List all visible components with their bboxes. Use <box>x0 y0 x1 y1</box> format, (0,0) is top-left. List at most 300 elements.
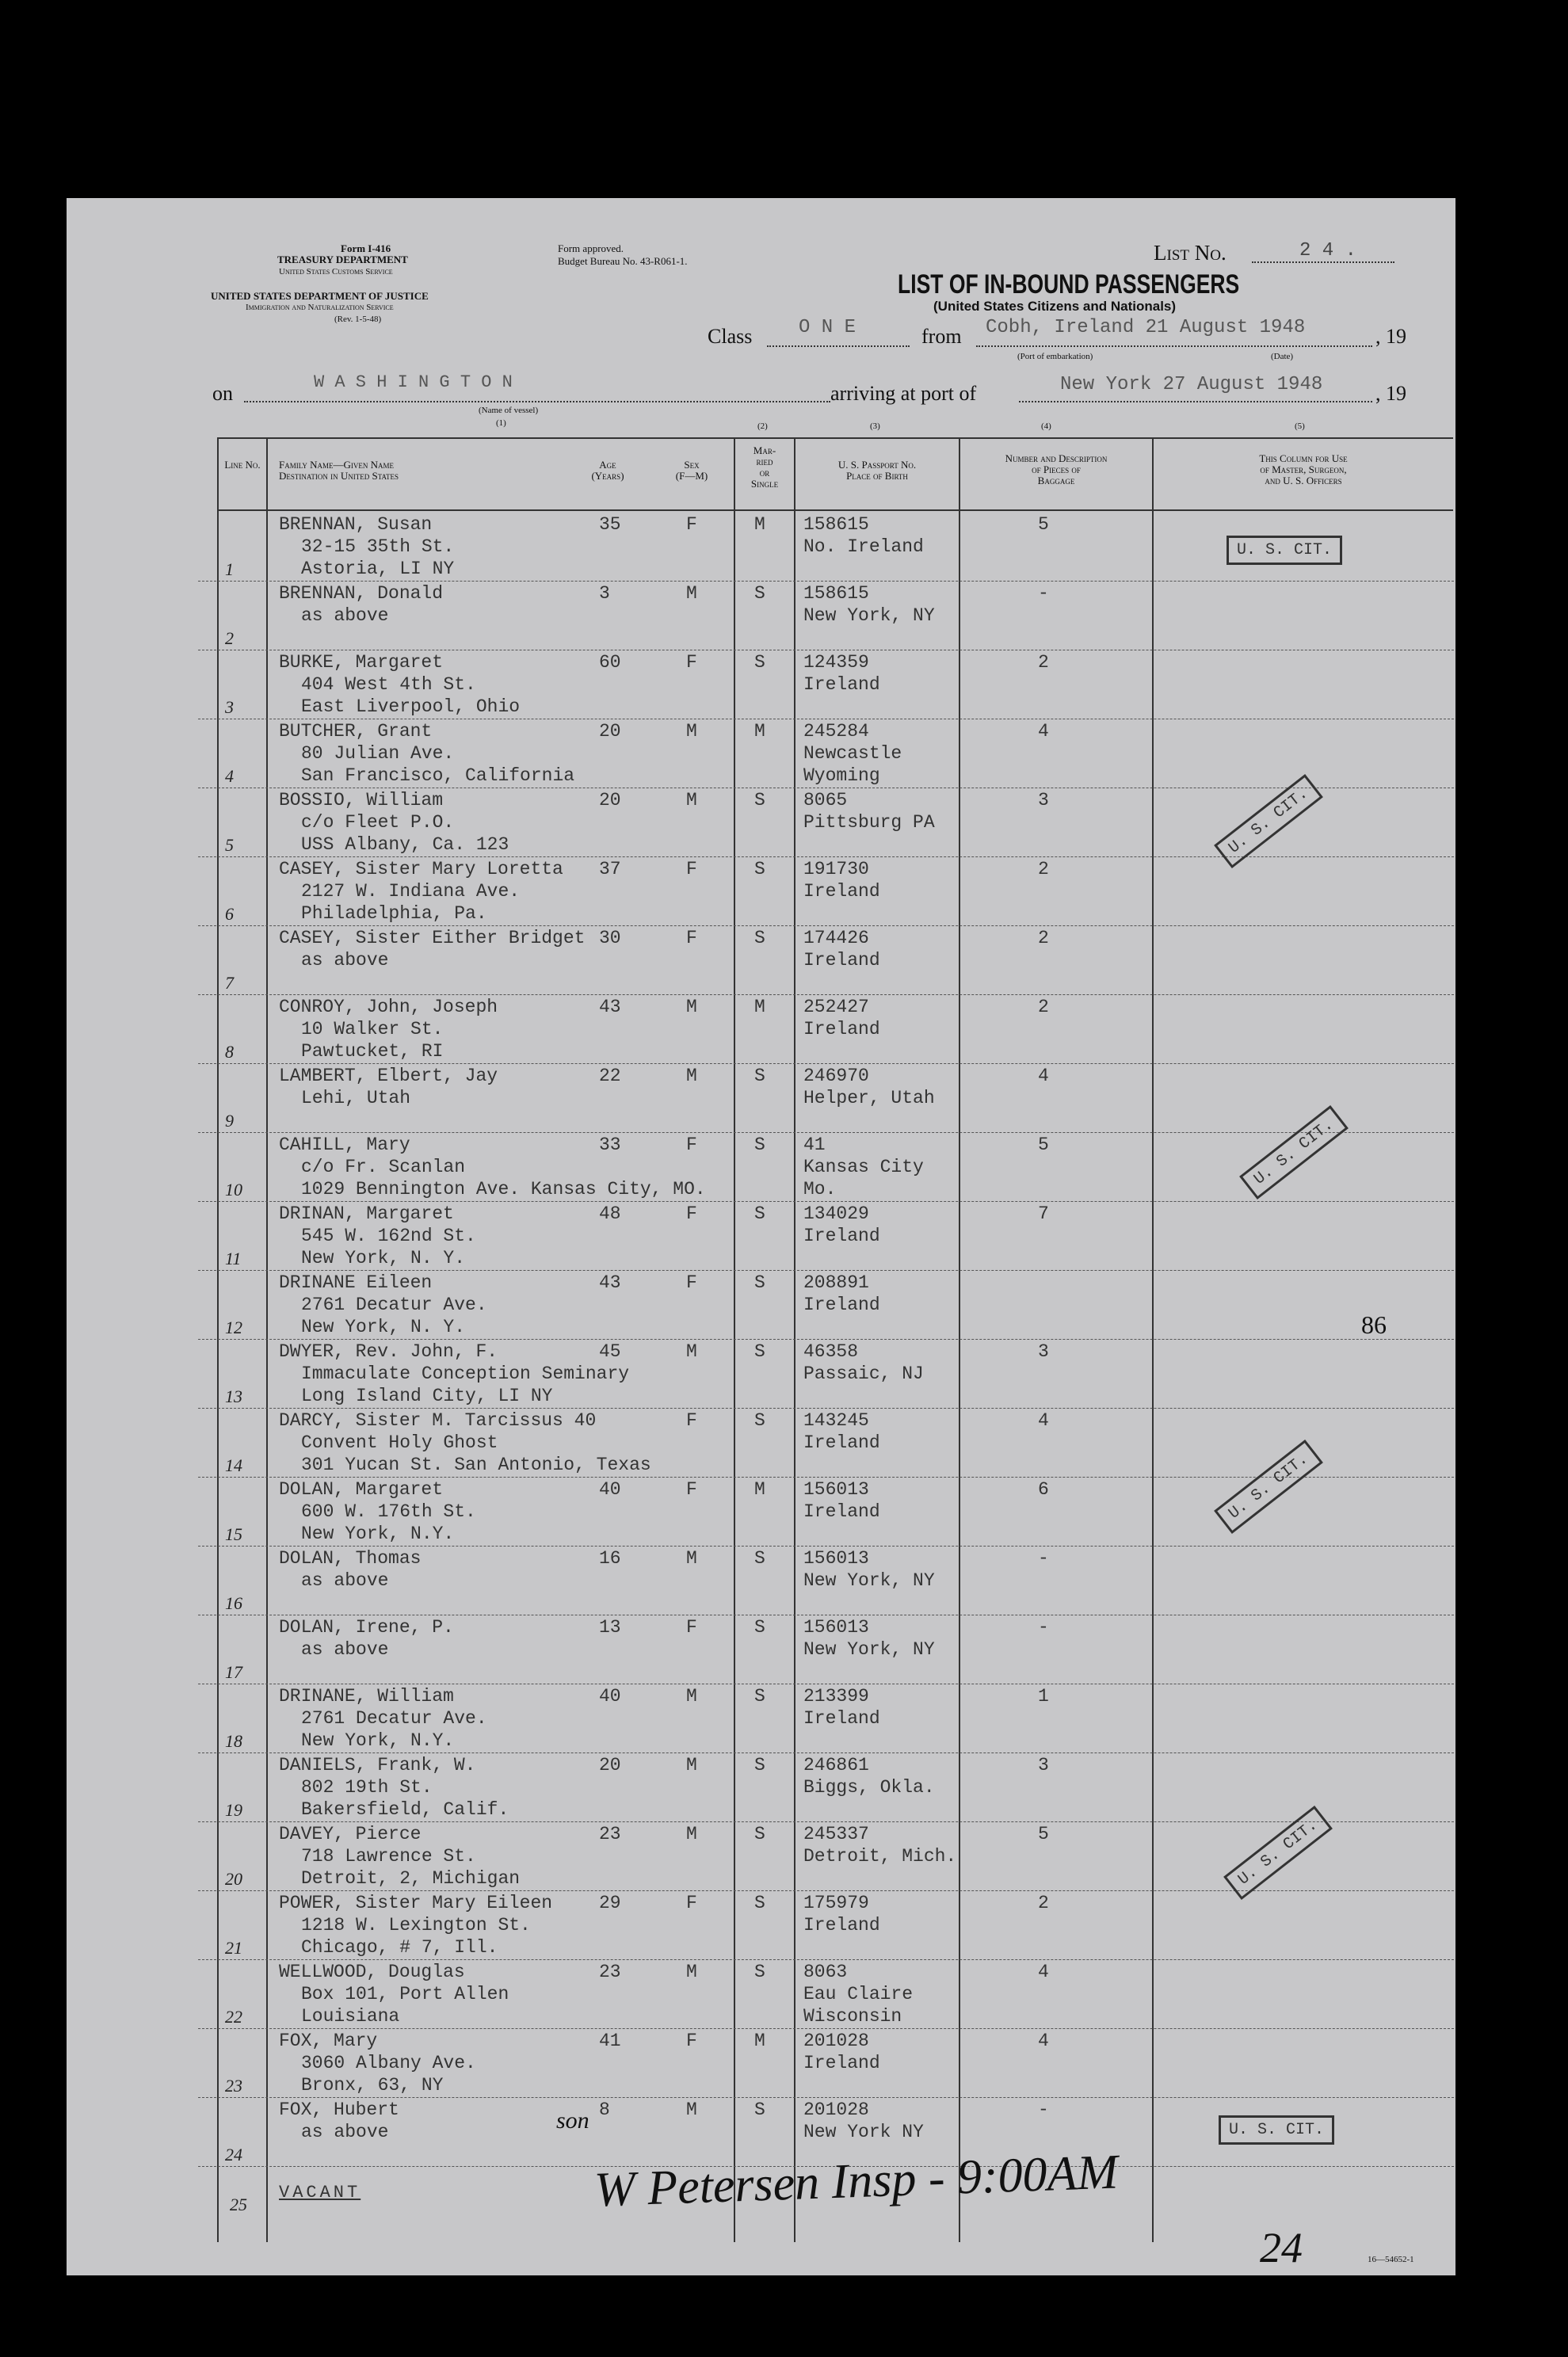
baggage-count: 7 <box>1038 1203 1049 1224</box>
line-number: 4 <box>225 766 234 786</box>
baggage-count: 2 <box>1038 652 1049 673</box>
from-value: Cobh, Ireland 21 August 1948 <box>986 317 1306 338</box>
address-line-1: 3060 Albany Ave. <box>301 2053 476 2073</box>
margin-mark: 86 <box>1361 1310 1387 1339</box>
row-divider <box>198 1339 1454 1340</box>
row-divider <box>198 2097 1454 2098</box>
marital-status: S <box>754 1893 765 1913</box>
sex-value: F <box>686 1410 697 1431</box>
address-line-1: as above <box>301 1570 389 1591</box>
address-line-2: Louisiana <box>301 2006 400 2027</box>
line-number: 1 <box>225 559 234 579</box>
age-value: 40 <box>599 1686 621 1707</box>
list-no-value: 2 4 . <box>1299 240 1357 261</box>
col-header-officers-2: of Master, Surgeon, <box>1260 463 1347 475</box>
sex-value: M <box>686 790 697 810</box>
age-value: 13 <box>599 1617 621 1638</box>
row-divider <box>198 2028 1454 2029</box>
marital-status: S <box>754 1066 765 1086</box>
row-divider <box>198 1821 1454 1822</box>
us-cit-stamp: U. S. CIT. <box>1227 536 1342 565</box>
sex-value: F <box>686 1203 697 1224</box>
line-number: 15 <box>225 1524 242 1544</box>
place-of-birth: New York, NY <box>803 1639 935 1660</box>
dept-customs: United States Customs Service <box>279 267 393 277</box>
sex-value: F <box>686 1272 697 1293</box>
passport-number: 252427 <box>803 997 869 1017</box>
age-value: 40 <box>599 1479 621 1500</box>
marital-status: S <box>754 2100 765 2120</box>
col-header-sex <box>666 460 718 482</box>
col-header-baggage <box>960 453 1152 486</box>
col-header-passport-1: U. S. Passport No. <box>837 459 917 471</box>
passenger-name: DRINANE, William <box>279 1686 454 1707</box>
col-header-name-1: Family Name—Given Name <box>279 459 394 471</box>
sex-value: M <box>686 1686 697 1707</box>
place-of-birth-2: Wisconsin <box>803 2006 902 2027</box>
baggage-count: 5 <box>1038 514 1049 535</box>
place-of-birth: Passaic, NJ <box>803 1363 924 1384</box>
age-value: 45 <box>599 1341 621 1362</box>
year-suffix-1: , 19 <box>1375 325 1406 348</box>
col-divider <box>959 437 960 2242</box>
age-value: 30 <box>599 928 621 948</box>
sex-value: F <box>686 1617 697 1638</box>
address-line-1: 600 W. 176th St. <box>301 1501 476 1522</box>
passenger-name: FOX, Mary <box>279 2031 378 2051</box>
col-header-name <box>279 460 399 482</box>
sex-value: F <box>686 859 697 879</box>
line-number: 17 <box>225 1662 242 1682</box>
baggage-count: 2 <box>1038 859 1049 879</box>
age-value: 20 <box>599 721 621 742</box>
age-value: 8 <box>599 2100 610 2120</box>
col-divider <box>734 437 735 2242</box>
baggage-count: 3 <box>1038 1755 1049 1775</box>
address-line-1: as above <box>301 2122 389 2142</box>
address-line-1: 2761 Decatur Ave. <box>301 1708 487 1729</box>
marital-status: S <box>754 1962 765 1982</box>
col-header-name-2: Destination in United States <box>279 470 399 482</box>
dept-immigration: Immigration and Naturalization Service <box>246 303 394 312</box>
address-line-2: Chicago, # 7, Ill. <box>301 1937 498 1958</box>
col-header-sex-1: Sex <box>684 459 700 471</box>
place-of-birth: Ireland <box>803 1501 880 1522</box>
budget-bureau: Budget Bureau No. 43-R061-1. <box>558 255 688 267</box>
line-number: 25 <box>230 2195 247 2214</box>
place-of-birth: No. Ireland <box>803 536 924 557</box>
arriving-label: arriving at port of <box>830 382 977 405</box>
passenger-name: DRINANE Eileen <box>279 1272 433 1293</box>
address-line-2: 301 Yucan St. San Antonio, Texas <box>301 1455 651 1475</box>
sex-value: M <box>686 1755 697 1775</box>
row-divider <box>198 925 1454 926</box>
age-value: 35 <box>599 514 621 535</box>
address-line-1: 1218 W. Lexington St. <box>301 1915 531 1936</box>
baggage-count: - <box>1038 2100 1049 2120</box>
form-title: LIST OF IN-BOUND PASSENGERS <box>898 269 1240 299</box>
col-header-line-no-text: Line No. <box>224 459 261 471</box>
passport-number: 156013 <box>803 1617 869 1638</box>
age-value: 48 <box>599 1203 621 1224</box>
col-header-married <box>735 445 794 490</box>
line-number: 23 <box>225 2076 242 2096</box>
us-cit-stamp: U. S. CIT. <box>1214 1440 1323 1534</box>
sex-value: F <box>686 514 697 535</box>
line-number: 6 <box>225 904 234 924</box>
passport-number: 246970 <box>803 1066 869 1086</box>
passenger-name: DOLAN, Irene, P. <box>279 1617 454 1638</box>
sex-value: M <box>686 583 697 604</box>
col-header-officers <box>1154 453 1453 486</box>
vessel-caption-num: (1) <box>496 418 506 428</box>
sex-value: M <box>686 2100 697 2120</box>
line-number: 2 <box>225 628 234 648</box>
sex-value: M <box>686 1548 697 1569</box>
address-line-1: 80 Julian Ave. <box>301 743 455 764</box>
age-value: 43 <box>599 997 621 1017</box>
address-line-2: New York, N.Y. <box>301 1524 455 1544</box>
row-divider <box>198 1201 1454 1202</box>
place-of-birth: Ireland <box>803 1019 880 1039</box>
passport-number: 156013 <box>803 1548 869 1569</box>
address-line-2: New York, N.Y. <box>301 1730 455 1751</box>
passport-number: 201028 <box>803 2100 869 2120</box>
address-line-2: USS Albany, Ca. 123 <box>301 834 509 855</box>
sex-value: M <box>686 721 697 742</box>
baggage-count: 2 <box>1038 997 1049 1017</box>
place-of-birth: Ireland <box>803 1432 880 1453</box>
passport-number: 8065 <box>803 790 848 810</box>
address-line-1: 2761 Decatur Ave. <box>301 1295 487 1315</box>
line-number: 14 <box>225 1455 242 1475</box>
col-divider <box>794 437 795 2242</box>
age-value: 3 <box>599 583 610 604</box>
passport-number: 245284 <box>803 721 869 742</box>
passport-number: 174426 <box>803 928 869 948</box>
place-of-birth: Kansas City <box>803 1157 924 1177</box>
address-line-2: New York, N. Y. <box>301 1317 466 1337</box>
passport-number: 201028 <box>803 2031 869 2051</box>
list-no-label: List No. <box>1154 241 1227 265</box>
age-value: 20 <box>599 1755 621 1775</box>
marital-status: S <box>754 928 765 948</box>
line-number: 20 <box>225 1869 242 1889</box>
sex-value: F <box>686 1893 697 1913</box>
baggage-count: 4 <box>1038 1962 1049 1982</box>
vessel-caption: (Name of vessel) <box>479 406 539 415</box>
col-divider <box>217 437 219 2242</box>
passport-number: 208891 <box>803 1272 869 1293</box>
marital-status: S <box>754 1410 765 1431</box>
marital-status: M <box>754 1479 765 1500</box>
age-value: 60 <box>599 652 621 673</box>
row-divider <box>198 581 1454 582</box>
passenger-name: FOX, Hubert <box>279 2100 399 2120</box>
col-header-married-4: Single <box>750 478 779 490</box>
col-num-2: (2) <box>757 421 768 431</box>
address-line-1: as above <box>301 605 389 626</box>
address-line-2: Bakersfield, Calif. <box>301 1799 509 1820</box>
address-line-2: Detroit, 2, Michigan <box>301 1868 521 1889</box>
place-of-birth: Detroit, Mich. <box>803 1846 957 1867</box>
place-of-birth: Newcastle <box>803 743 902 764</box>
address-line-2: Pawtucket, RI <box>301 1041 444 1062</box>
row-divider <box>198 1546 1454 1547</box>
passenger-name: CASEY, Sister Either Bridget <box>279 928 586 948</box>
address-line-1: Immaculate Conception Seminary <box>301 1363 630 1384</box>
passport-number: 134029 <box>803 1203 869 1224</box>
baggage-count: 4 <box>1038 2031 1049 2051</box>
age-value: 41 <box>599 2031 621 2051</box>
address-line-2: San Francisco, California <box>301 765 575 786</box>
marital-status: S <box>754 1617 765 1638</box>
passport-number: 46358 <box>803 1341 859 1362</box>
passport-number: 41 <box>803 1135 826 1155</box>
date-caption: (Date) <box>1271 352 1294 361</box>
col-header-married-2: ried <box>756 456 773 467</box>
class-label: Class <box>708 325 753 348</box>
place-of-birth: Eau Claire <box>803 1984 914 2004</box>
col-header-line-no <box>219 460 266 471</box>
us-cit-stamp: U. S. CIT. <box>1239 1105 1349 1199</box>
passenger-name: DARCY, Sister M. Tarcissus 40 <box>279 1410 597 1431</box>
col-header-passport <box>795 460 959 482</box>
place-of-birth: Ireland <box>803 2053 880 2073</box>
passenger-name: BOSSIO, William <box>279 790 444 810</box>
marital-status: S <box>754 859 765 879</box>
baggage-count: 3 <box>1038 1341 1049 1362</box>
marital-status: S <box>754 1686 765 1707</box>
passenger-name: POWER, Sister Mary Eileen <box>279 1893 553 1913</box>
line-number: 12 <box>225 1318 242 1337</box>
marital-status: S <box>754 1548 765 1569</box>
line-number: 19 <box>225 1800 242 1820</box>
col-header-sex-2: (F—M) <box>675 470 708 482</box>
row-divider <box>198 1408 1454 1409</box>
line-number: 10 <box>225 1180 242 1199</box>
address-line-1: 718 Lawrence St. <box>301 1846 476 1867</box>
passport-number: 158615 <box>803 583 869 604</box>
on-label: on <box>212 382 233 405</box>
baggage-count: 1 <box>1038 1686 1049 1707</box>
vessel-value: W A S H I N G T O N <box>314 372 513 392</box>
marital-status: M <box>754 2031 765 2051</box>
son-note: son <box>556 2107 589 2134</box>
passport-number: 8063 <box>803 1962 848 1982</box>
passport-number: 246861 <box>803 1755 869 1775</box>
address-line-1: as above <box>301 1639 389 1660</box>
passenger-name: DOLAN, Thomas <box>279 1548 422 1569</box>
age-value: 43 <box>599 1272 621 1293</box>
address-line-2: East Liverpool, Ohio <box>301 696 521 717</box>
address-line-2: New York, N. Y. <box>301 1248 466 1268</box>
passenger-name: BRENNAN, Susan <box>279 514 433 535</box>
col-header-baggage-1: Number and Description <box>1005 452 1108 464</box>
place-of-birth: New York, NY <box>803 605 935 626</box>
age-value: 20 <box>599 790 621 810</box>
baggage-count: 4 <box>1038 1410 1049 1431</box>
line-number: 16 <box>225 1593 242 1613</box>
line-number: 13 <box>225 1386 242 1406</box>
place-of-birth: Pittsburg PA <box>803 812 935 833</box>
passenger-name: BURKE, Margaret <box>279 652 444 673</box>
passenger-name: DANIELS, Frank, W. <box>279 1755 476 1775</box>
age-value: 29 <box>599 1893 621 1913</box>
dept-treasury: TREASURY DEPARTMENT <box>277 254 408 265</box>
row-divider <box>198 1270 1454 1271</box>
baggage-count: 4 <box>1038 1066 1049 1086</box>
baggage-count: - <box>1038 1617 1049 1638</box>
line-number: 7 <box>225 973 234 993</box>
col-divider <box>1152 437 1154 2242</box>
age-value: 23 <box>599 1824 621 1844</box>
sex-value: M <box>686 1824 697 1844</box>
col-header-officers-1: This Column for Use <box>1259 452 1348 464</box>
baggage-count: 5 <box>1038 1135 1049 1155</box>
address-line-1: 545 W. 162nd St. <box>301 1226 476 1246</box>
arriving-value: New York 27 August 1948 <box>1060 374 1323 395</box>
passenger-name: DRINAN, Margaret <box>279 1203 454 1224</box>
col-num-4: (4) <box>1041 421 1051 431</box>
address-line-2: Bronx, 63, NY <box>301 2075 444 2096</box>
address-line-2: Philadelphia, Pa. <box>301 903 487 924</box>
sex-value: M <box>686 1066 697 1086</box>
marital-status: S <box>754 1824 765 1844</box>
marital-status: M <box>754 721 765 742</box>
form-approved: Form approved. <box>558 242 624 254</box>
address-line-1: 10 Walker St. <box>301 1019 444 1039</box>
marital-status: S <box>754 652 765 673</box>
row-divider <box>198 1959 1454 1960</box>
from-line <box>976 345 1372 347</box>
from-label: from <box>921 325 962 348</box>
sex-value: F <box>686 2031 697 2051</box>
vacant-label: VACANT <box>279 2183 361 2203</box>
col-num-3: (3) <box>870 421 880 431</box>
baggage-count: - <box>1038 583 1049 604</box>
place-of-birth: Helper, Utah <box>803 1088 935 1108</box>
sex-value: M <box>686 997 697 1017</box>
line-number: 22 <box>225 2007 242 2027</box>
line-number: 9 <box>225 1111 234 1131</box>
line-number: 8 <box>225 1042 234 1062</box>
row-divider <box>198 1890 1454 1891</box>
passport-number: 191730 <box>803 859 869 879</box>
address-line-1: Box 101, Port Allen <box>301 1984 509 2004</box>
arriving-line <box>1019 401 1372 402</box>
sex-value: M <box>686 1962 697 1982</box>
passport-number: 213399 <box>803 1686 869 1707</box>
marital-status: M <box>754 514 765 535</box>
passenger-name: CAHILL, Mary <box>279 1135 410 1155</box>
line-number: 18 <box>225 1731 242 1751</box>
address-line-1: as above <box>301 950 389 971</box>
age-value: 37 <box>599 859 621 879</box>
place-of-birth: Ireland <box>803 1295 880 1315</box>
address-line-2: 1029 Bennington Ave. Kansas City, MO. <box>301 1179 706 1199</box>
passport-number: 245337 <box>803 1824 869 1844</box>
marital-status: S <box>754 1135 765 1155</box>
marital-status: S <box>754 1341 765 1362</box>
col-header-age-1: Age <box>599 459 616 471</box>
place-of-birth: Ireland <box>803 1226 880 1246</box>
passport-number: 156013 <box>803 1479 869 1500</box>
baggage-count: 6 <box>1038 1479 1049 1500</box>
sex-value: F <box>686 652 697 673</box>
place-of-birth: Ireland <box>803 881 880 902</box>
handwritten-total: 24 <box>1260 2224 1303 2271</box>
address-line-1: 32-15 35th St. <box>301 536 455 557</box>
col-header-baggage-3: Baggage <box>1037 475 1075 486</box>
age-value: 16 <box>599 1548 621 1569</box>
passenger-name: CASEY, Sister Mary Loretta <box>279 859 563 879</box>
address-line-1: Convent Holy Ghost <box>301 1432 498 1453</box>
passenger-name: LAMBERT, Elbert, Jay <box>279 1066 498 1086</box>
age-value: 23 <box>599 1962 621 1982</box>
col-header-officers-3: and U. S. Officers <box>1265 475 1342 486</box>
address-line-1: 802 19th St. <box>301 1777 433 1798</box>
line-number: 11 <box>225 1249 242 1268</box>
marital-status: M <box>754 997 765 1017</box>
sex-value: F <box>686 1135 697 1155</box>
marital-status: S <box>754 1755 765 1775</box>
port-embark-caption: (Port of embarkation) <box>1017 352 1093 361</box>
footer-code: 16—54652-1 <box>1368 2255 1414 2264</box>
passenger-name: DOLAN, Margaret <box>279 1479 444 1500</box>
marital-status: S <box>754 583 765 604</box>
passenger-name: WELLWOOD, Douglas <box>279 1962 465 1982</box>
place-of-birth: Biggs, Okla. <box>803 1777 935 1798</box>
class-value: O N E <box>799 317 856 338</box>
baggage-count: - <box>1038 1548 1049 1569</box>
form-subtitle: (United States Citizens and Nationals) <box>933 299 1177 314</box>
us-cit-stamp: U. S. CIT. <box>1223 1806 1333 1900</box>
year-suffix-2: , 19 <box>1375 382 1406 405</box>
place-of-birth-2: Mo. <box>803 1179 837 1199</box>
place-of-birth: Ireland <box>803 950 880 971</box>
col-header-baggage-2: of Pieces of <box>1032 463 1081 475</box>
passport-number: 175979 <box>803 1893 869 1913</box>
line-number: 21 <box>225 1938 242 1958</box>
col-header-age-2: (Years) <box>591 470 624 482</box>
dept-justice: UNITED STATES DEPARTMENT OF JUSTICE <box>211 290 429 302</box>
baggage-count: 2 <box>1038 928 1049 948</box>
age-value: 22 <box>599 1066 621 1086</box>
baggage-count: 3 <box>1038 790 1049 810</box>
class-line <box>767 345 910 347</box>
address-line-2: Long Island City, LI NY <box>301 1386 553 1406</box>
sex-value: M <box>686 1341 697 1362</box>
us-cit-stamp: U. S. CIT. <box>1219 2115 1334 2145</box>
row-divider <box>198 1132 1454 1133</box>
row-divider <box>198 994 1454 995</box>
passenger-name: DWYER, Rev. John, F. <box>279 1341 498 1362</box>
place-of-birth: Ireland <box>803 1915 880 1936</box>
col-num-5: (5) <box>1295 421 1305 431</box>
line-number: 24 <box>225 2145 242 2164</box>
col-header-age <box>582 460 634 482</box>
col-header-passport-2: Place of Birth <box>846 470 908 482</box>
baggage-count: 5 <box>1038 1824 1049 1844</box>
address-line-1: 404 West 4th St. <box>301 674 476 695</box>
us-cit-stamp: U. S. CIT. <box>1214 774 1323 868</box>
passenger-name: BUTCHER, Grant <box>279 721 433 742</box>
address-line-1: Lehi, Utah <box>301 1088 411 1108</box>
passenger-name: DAVEY, Pierce <box>279 1824 422 1844</box>
baggage-count: 4 <box>1038 721 1049 742</box>
line-number: 3 <box>225 697 234 717</box>
